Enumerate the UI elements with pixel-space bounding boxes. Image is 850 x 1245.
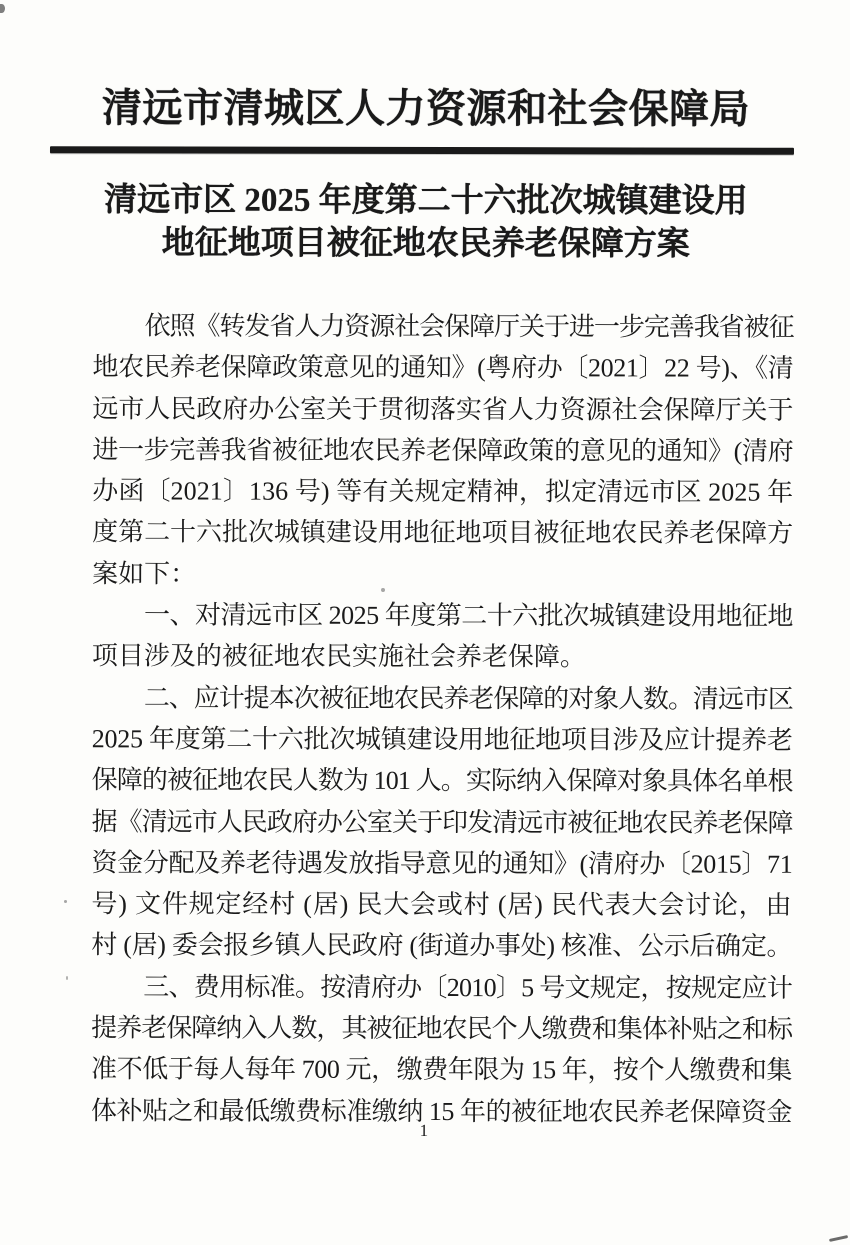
scan-artifact	[66, 976, 68, 980]
body-line-text: 度第二十六批次城镇建设用地征地项目被征地农民养老保障方	[92, 517, 794, 549]
body-line	[91, 925, 792, 968]
body-line	[92, 470, 793, 513]
body-line-text: 准不低于每人每年 700 元，缴费年限为 15 年，按个人缴费和集	[91, 1054, 793, 1086]
body-line	[92, 760, 793, 803]
body-line	[92, 512, 793, 555]
body-line	[92, 553, 793, 596]
body-line	[92, 636, 793, 679]
body-line	[92, 429, 793, 472]
header-divider-line	[50, 146, 794, 155]
body-line-text: 2025 年度第二十六批次城镇建设用地征地项目涉及应计提养老	[91, 724, 793, 755]
body-line	[92, 801, 793, 844]
body-line-text: 据《清远市人民政府办公室关于印发清远市被征地农民养老保障	[91, 806, 793, 838]
body-line	[91, 883, 792, 926]
body-line-text: 远市人民政府办公室关于贯彻落实省人力资源社会保障厅关于	[92, 393, 794, 425]
body-line-text: 进一步完善我省被征地农民养老保障政策的意见的通知》(清府	[92, 435, 794, 466]
body-line-text: 一、对清远市区 2025 年度第二十六批次城镇建设用地征地	[143, 600, 793, 631]
scan-artifact	[64, 900, 67, 903]
body-line-text: 体补贴之和最低缴费标准缴纳 15 年的被征地农民养老保障资金	[90, 1095, 792, 1127]
body-line-text: 资金分配及养老待遇发放指导意见的通知》(清府办〔2015〕71	[91, 848, 793, 879]
issuing-agency-name: 清远市清城区人力资源和社会保障局	[102, 85, 751, 132]
document-title	[1, 179, 850, 267]
body-line	[92, 677, 793, 720]
body-line	[92, 594, 793, 637]
body-line	[92, 347, 793, 390]
body-line	[91, 1049, 792, 1092]
body-line-text: 村 (居) 委会报乡镇人民政府 (街道办事处) 核准、公示后确定。	[91, 930, 793, 962]
body-line	[91, 842, 792, 885]
body-line-text: 案如下：	[92, 559, 197, 589]
scan-artifact	[392, 601, 395, 604]
title-line-1: 清远市区 2025 年度第二十六批次城镇建设用	[104, 182, 748, 220]
body-line	[93, 305, 794, 348]
body-line	[91, 966, 792, 1009]
title-line-2: 地征地项目被征地农民养老保障方案	[161, 225, 690, 263]
body-line-text: 号) 文件规定经村 (居) 民大会或村 (居) 民代表大会讨论，由	[91, 889, 793, 920]
scan-artifact	[381, 588, 385, 592]
body-line-text: 办函〔2021〕136 号) 等有关规定精神，拟定清远市区 2025 年	[92, 476, 794, 507]
body-line	[91, 1007, 792, 1050]
body-line-text: 提养老保障纳入人数，其被征地农民个人缴费和集体补贴之和标	[91, 1013, 793, 1044]
body-line-text: 三、费用标准。按清府办〔2010〕5 号文规定，按规定应计	[143, 972, 793, 1003]
page-number: 1	[419, 1120, 429, 1141]
body-line	[92, 718, 793, 761]
body-line-text: 依照《转发省人力资源社会保障厅关于进一步完善我省被征	[144, 311, 794, 342]
body-line	[92, 388, 793, 431]
document-body	[91, 305, 794, 1132]
body-line-text: 保障的被征地农民人数为 101 人。实际纳入保障对象具体名单根	[91, 765, 793, 797]
body-line-text: 二、应计提本次被征地农民养老保障的对象人数。清远市区	[143, 683, 793, 714]
body-line-text: 项目涉及的被征地农民实施社会养老保障。	[91, 641, 586, 672]
body-line-text: 地农民养老保障政策意见的通知》(粤府办〔2021〕22 号)、《清	[92, 352, 794, 384]
